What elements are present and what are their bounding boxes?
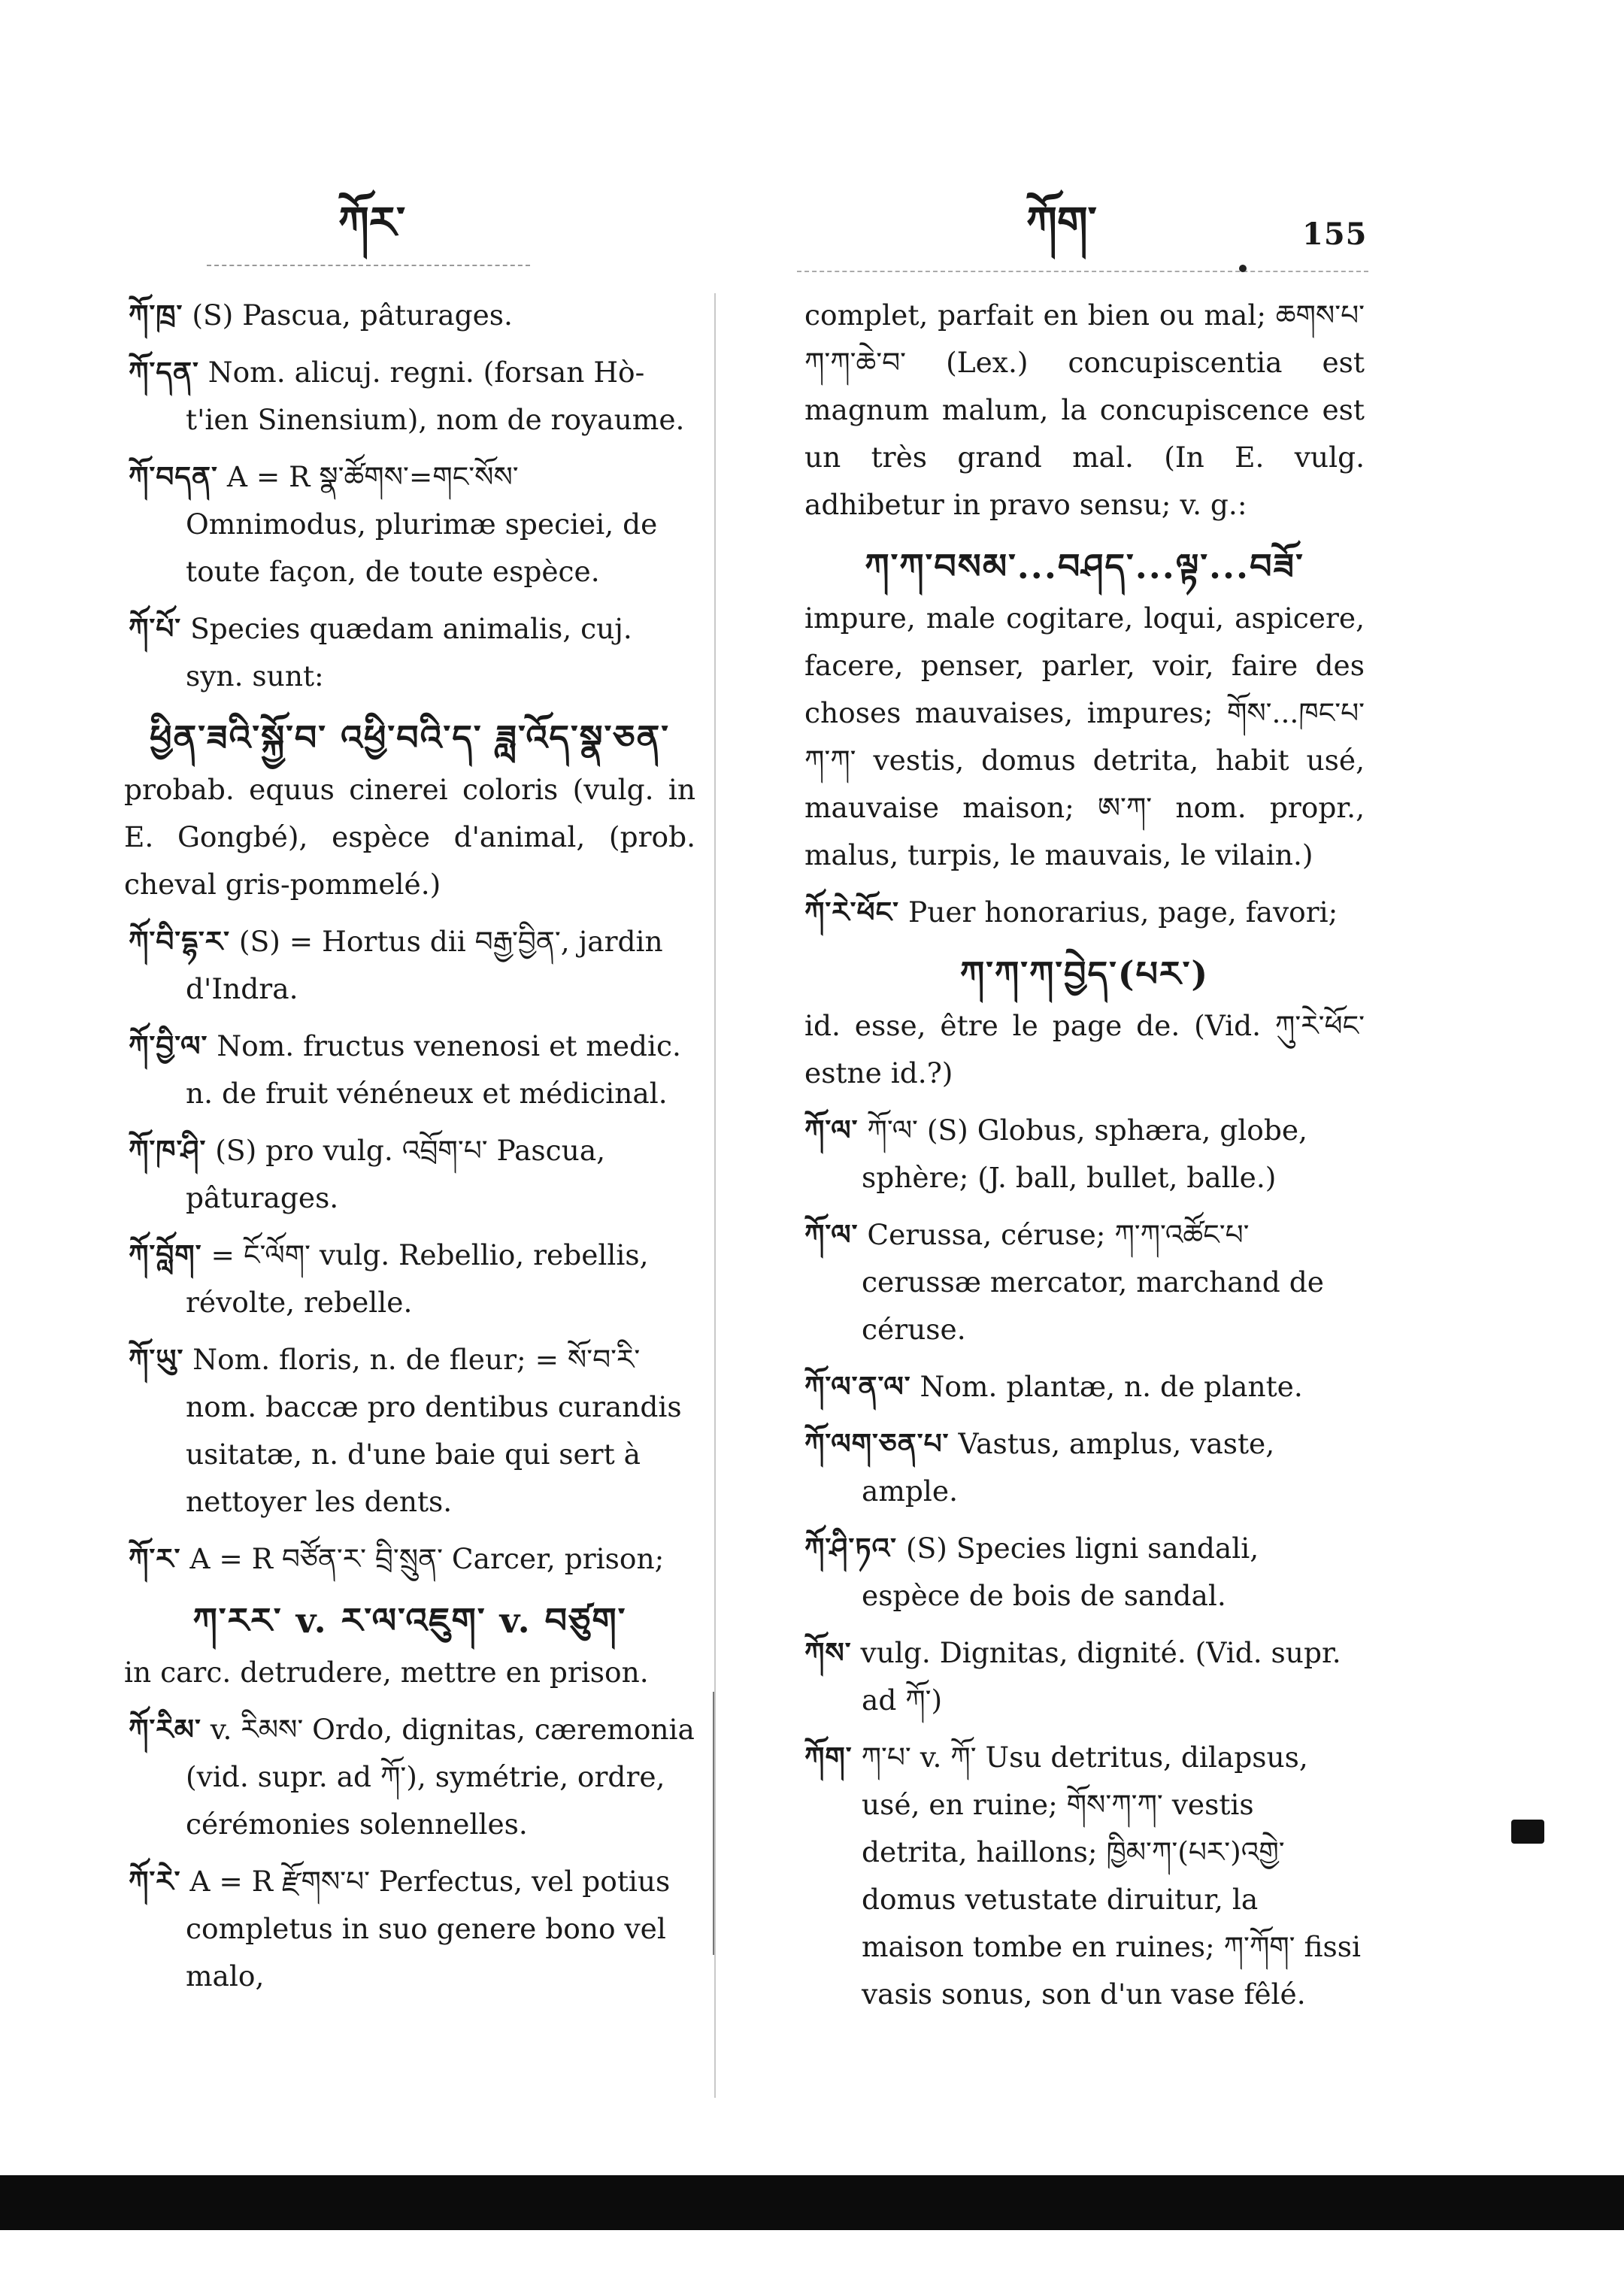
- page-number: 155: [1302, 217, 1368, 252]
- entry-text: A = R རྫོགས་པ་ Perfectus, vel potius completus in suo genere bono vel malo,: [180, 1865, 671, 1993]
- entry-text: v. རིམས་ Ordo, dignitas, cæremonia (vid. supr. ad ཀོ་), symétrie, ordre, cérémonies solennelles.: [186, 1713, 695, 1841]
- entry-headword: ཀོ་ལ་ན་ལ་: [804, 1370, 911, 1403]
- entry-text: (S) pro vulg. འབྲོག་པ་ Pascua, pâturages.: [186, 1134, 606, 1214]
- column-divider-dark: [713, 1692, 714, 1955]
- entry-text: id. esse, être le page de. (Vid. ཀུ་རེ་ཕོང་ estne id.?): [804, 1009, 1365, 1089]
- header-dot: [1239, 265, 1247, 272]
- left-column: [71, 292, 695, 2010]
- entry-text: ཀ་པ་ v. ཀོ་ Usu detritus, dilapsus, usé, en ruine; གོས་ཀ་ཀ་ vestis detrita, haillons; ཁྱིམ་ཀ་(པར་)འགྱེ་ domus vetustate diruitur, la maison tombe en ruines; ཀ་ཀོག་ fissi vasis sonus, son d'un vase fêlé.: [852, 1741, 1361, 2011]
- entry-text: probab. equus cinerei coloris (vulg. in E. Gongbé), espèce d'animal, (prob. cheval gris-pommelé.): [124, 773, 695, 901]
- entry-text: ཀོ་ལ་ (S) Globus, sphæra, globe, sphère; (J. ball, bullet, balle.): [858, 1114, 1307, 1194]
- entry-text: A = R བཙོན་ར་ བྲི་སྲུན་ Carcer, prison;: [180, 1542, 665, 1575]
- dictionary-entry: [129, 1336, 695, 1526]
- dictionary-entry: [129, 1706, 695, 1848]
- tibetan-line: ཕྱིན་ཟའི་སྐྱོ་བ་ འཕྱི་བའི་ད་ ཟླ་འོད་སྣ་ཅན་: [150, 717, 670, 758]
- dictionary-entry: [129, 453, 695, 596]
- dictionary-entry: [129, 1023, 695, 1117]
- dictionary-entry: [129, 1535, 695, 1583]
- dictionary-entry: [804, 1420, 1365, 1515]
- right-column: [752, 292, 1365, 2028]
- dictionary-entry: [129, 1127, 695, 1222]
- header-rule-left: [207, 265, 530, 266]
- column-divider: [714, 293, 716, 2098]
- entry-headword: ཀོག་: [804, 1741, 853, 1774]
- dictionary-entry: [129, 1232, 695, 1326]
- dictionary-entry: [804, 538, 1365, 879]
- entry-text: = ངོ་ལོག་ vulg. Rebellio, rebellis, révolte, rebelle.: [186, 1238, 649, 1319]
- dictionary-entry: [804, 1525, 1365, 1620]
- entry-text: A = R སྣ་ཚོགས་=གང་སོས་ Omnimodus, plurimæ speciei, de toute façon, de toute espèce.: [186, 460, 658, 588]
- entry-text: in carc. detrudere, mettre en prison.: [124, 1656, 649, 1689]
- header-left: ཀོར་: [338, 197, 406, 248]
- entry-text: (S) Pascua, pâturages.: [183, 299, 513, 332]
- entry-text: Nom. fructus venenosi et medic. n. de fruit vénéneux et médicinal.: [186, 1029, 681, 1110]
- entry-headword: ཀོ་བདན་: [129, 460, 218, 493]
- entry-text: Puer honorarius, page, favori;: [899, 896, 1338, 929]
- dictionary-entry: [804, 1107, 1365, 1202]
- dictionary-entry: [129, 349, 695, 444]
- entry-text: Vastus, amplus, vaste, ample.: [862, 1427, 1275, 1508]
- scan-footer-bar: [0, 2175, 1624, 2230]
- entry-headword: ཀོ་བི་དྷ་ར་: [129, 925, 231, 958]
- dictionary-entry: [804, 292, 1365, 529]
- margin-mark: [1511, 1820, 1544, 1844]
- entry-text: Nom. plantæ, n. de plante.: [910, 1370, 1303, 1403]
- entry-text: Species quædam animalis, cuj. syn. sunt:: [181, 612, 632, 692]
- entry-text: Nom. alicuj. regni. (forsan Hò-t'ien Sinensium), nom de royaume.: [186, 356, 685, 436]
- entry-headword: ཀོ་རེ་ཕོང་: [804, 896, 900, 929]
- entry-headword: ཀོ་བྱི་ལ་: [129, 1029, 208, 1062]
- entry-headword: ཀོ་ཡུ་: [129, 1343, 184, 1376]
- entry-headword: ཀོ་ཁྲ་: [129, 299, 183, 332]
- tibetan-line: ཀ་ཀ་བསམ་...བཤད་...ལྟ་...བཟོ་: [865, 546, 1304, 586]
- dictionary-entry: [804, 1211, 1365, 1353]
- entry-text: (S) = Hortus dii བརྒྱ་བྱིན་, jardin d'Indra.: [186, 925, 663, 1005]
- entry-headword: ཀོ་ཤི་ཏའ་: [804, 1532, 898, 1565]
- dictionary-entry: [804, 1363, 1365, 1411]
- entry-headword: ཀོ་ར་: [129, 1542, 181, 1575]
- entry-text: vulg. Dignitas, dignité. (Vid. supr. ad ཀོ་): [851, 1636, 1341, 1717]
- dictionary-entry: [124, 710, 695, 908]
- entry-headword: ཀོ་ལ་: [804, 1114, 859, 1147]
- dictionary-entry: [129, 918, 695, 1013]
- entry-text: Cerussa, céruse; ཀ་ཀ་འཚོང་པ་ cerussæ mercator, marchand de céruse.: [858, 1218, 1324, 1346]
- entry-text: Nom. floris, n. de fleur; = སོ་བ་རི་ nom. baccæ pro dentibus curandis usitatæ, n. d'une baie qui sert à nettoyer les dents.: [183, 1343, 682, 1518]
- tibetan-line: ཀ་རར་ v. ར་ལ་འཇུག་ v. བཙུག་: [192, 1600, 627, 1641]
- dictionary-entry: [129, 605, 695, 700]
- tibetan-line: ཀ་ཀ་ཀ་བྱེད་(པར་): [959, 953, 1210, 994]
- entry-headword: ཀོ་ལག་ཅན་པ་: [804, 1427, 950, 1460]
- entry-headword: ཀོ་ཁ་ཤི་: [129, 1134, 207, 1167]
- header-right: ཀོག་: [1026, 197, 1097, 248]
- entry-text: complet, parfait en bien ou mal; ཆགས་པ་ཀ་ཀ་ཆེ་བ་ (Lex.) concupiscentia est magnum malum, la concupiscence est un très grand mal. (In E. vulg. adhibetur in pravo sensu; v. g.:: [804, 299, 1365, 521]
- dictionary-entry: [804, 1734, 1365, 2018]
- dictionary-entry: [124, 1593, 695, 1696]
- header-rule-right: [797, 271, 1368, 272]
- dictionary-entry: [804, 946, 1365, 1097]
- entry-text: (S) Species ligni sandali, espèce de bois de sandal.: [862, 1532, 1259, 1612]
- entry-headword: ཀོ་པོ་: [129, 612, 182, 645]
- entry-headword: ཀོ་ལ་: [804, 1218, 859, 1251]
- entry-headword: ཀོ་བློག་: [129, 1238, 202, 1271]
- dictionary-entry: [129, 1858, 695, 2000]
- dictionary-entry: [129, 292, 695, 339]
- entry-headword: ཀོ་རེ་: [129, 1865, 181, 1898]
- entry-headword: ཀོས་: [804, 1636, 852, 1669]
- dictionary-entry: [804, 1629, 1365, 1724]
- entry-text: impure, male cogitare, loqui, aspicere, facere, penser, parler, voir, faire des choses mauvaises, impures; གོས་...ཁང་པ་ཀ་ཀ་ vestis, domus detrita, habit usé, mauvaise maison; ཨ་ཀ་ nom. propr., malus, turpis, le mauvais, le vilain.): [804, 602, 1365, 871]
- dictionary-entry: [804, 889, 1365, 936]
- entry-headword: ཀོ་རིམ་: [129, 1713, 201, 1746]
- entry-headword: ཀོ་དན་: [129, 356, 199, 389]
